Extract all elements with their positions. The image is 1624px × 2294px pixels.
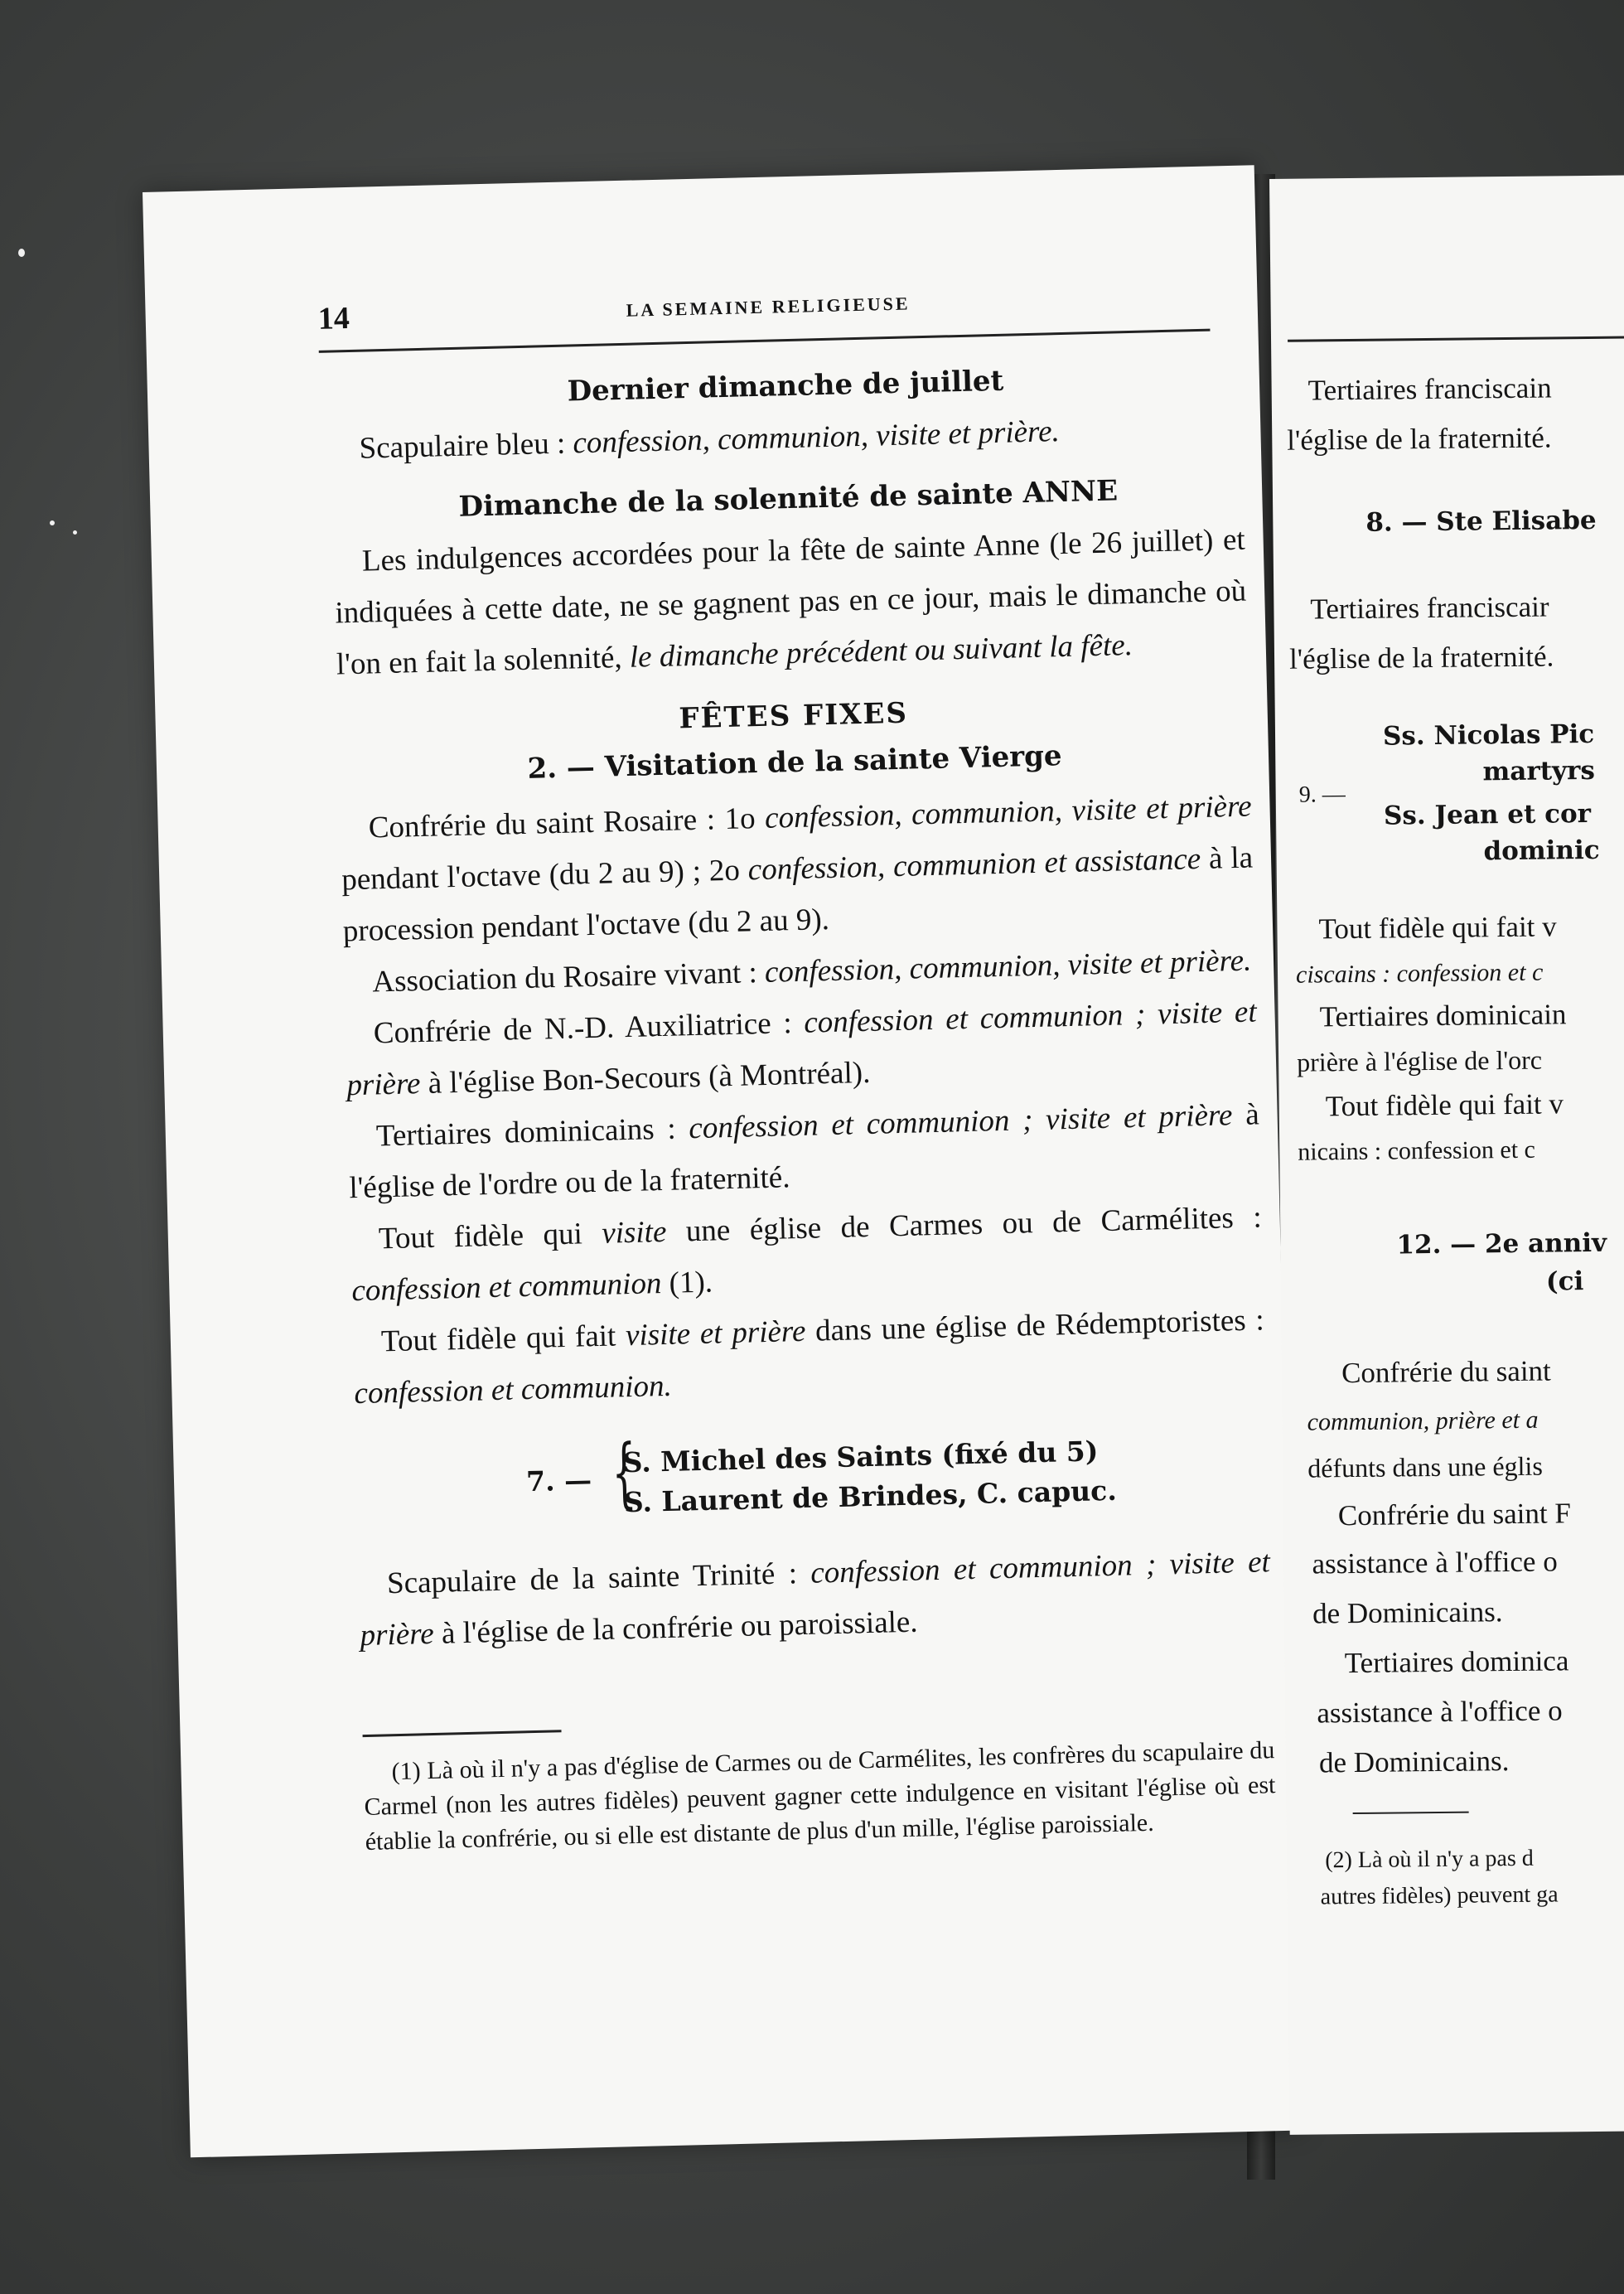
paragraph [331, 402, 1243, 476]
text-run: Les indulgences accordées pour la fête de sainte Anne (le 26 juillet) et indiquées à cette date, ne se gagnent pas en ce jour, mais le dimanche où l'on en fait la solennité, [334, 522, 1247, 682]
footnote-line: (2) Là où il n'y a pas d [1325, 1845, 1534, 1874]
paragraph [340, 782, 1254, 958]
italic-run: confession, communion et assistance [747, 842, 1201, 888]
italic-run: confession, communion, visite et prière [764, 789, 1253, 835]
text-run: à l'église Bon-Secours (à Montréal). [419, 1055, 871, 1101]
section-heading: Dimanche de la solennité de sainte ANNE [458, 474, 1119, 524]
header-rule [1288, 336, 1624, 342]
feast-saint-line: dominic [1483, 835, 1600, 867]
text-run: à l'église de l'ordre ou de la fraternité. [348, 1097, 1260, 1206]
paragraph [333, 515, 1248, 691]
text-run: Scapulaire bleu : [359, 426, 573, 466]
text-line: l'église de la fraternité. [1288, 640, 1554, 675]
feast-saint-line: S. Laurent de Brindes, C. capuc. [623, 1474, 1118, 1519]
feast-saint-line: Ss. Jean et cor [1383, 798, 1592, 831]
italic-run: confession et communion ; visite et prière [346, 995, 1258, 1103]
text-line: Tertiaires dominica [1344, 1644, 1569, 1680]
text-line: de Dominicains. [1318, 1745, 1510, 1779]
text-run: dans une église de Rédemptoristes : [805, 1303, 1265, 1348]
feast-entry-7 [355, 1422, 1269, 1536]
text-run: Confrérie du saint Rosaire : 1o [368, 801, 766, 845]
running-title: LA SEMAINE RELIGIEUSE [626, 293, 911, 321]
text-line: Tertiaires franciscair [1310, 590, 1549, 626]
text-line: Confrérie du saint [1341, 1354, 1552, 1390]
text-run: une église de Carmes ou de Carmélites : [665, 1200, 1263, 1249]
text-line: Tout fidèle qui fait v [1325, 1087, 1564, 1123]
italic-run: confession et communion ; visite et prière [360, 1545, 1271, 1653]
feast-number: 9. — [1298, 782, 1346, 808]
italic-run: confession, communion, visite et prière. [764, 943, 1252, 990]
feast-heading: 8. — Ste Elisabe [1365, 505, 1597, 538]
text-run: Tout fidèle qui fait [380, 1319, 626, 1359]
feast-saint-line: martyrs [1482, 755, 1596, 787]
text-line: défunts dans une églis [1307, 1450, 1543, 1483]
text-run: Association du Rosaire vivant : [371, 955, 766, 999]
text-run: Scapulaire de la sainte Trinité : [386, 1556, 811, 1601]
italic-run: confession, communion, visite et prière. [572, 414, 1061, 461]
text-line: nicains : confession et c [1298, 1135, 1536, 1166]
feast-number: 7. — [525, 1464, 592, 1498]
text-line: Tout fidèle qui fait v [1318, 910, 1557, 946]
text-run: Confrérie de N.-D. Auxiliatrice : [373, 1005, 805, 1051]
italic-run: confession et communion [350, 1266, 662, 1309]
text-line: ciscains : confession et c [1295, 958, 1544, 989]
text-run: pendant l'octave (du 2 au 9) ; 2o [341, 853, 749, 898]
text-line: de Dominicains. [1312, 1595, 1503, 1630]
dust-speck [18, 249, 25, 257]
left-page [143, 165, 1303, 2157]
dust-speck [73, 530, 77, 535]
italic-run: le dimanche précédent ou suivant la fête. [629, 627, 1133, 675]
text-line: assistance à l'office o [1317, 1694, 1563, 1730]
paragraph [352, 1295, 1266, 1420]
text-line: l'église de la fraternité. [1287, 421, 1552, 457]
text-line: Confrérie du saint F [1337, 1497, 1572, 1532]
text-line: prière à l'église de l'orc [1296, 1044, 1543, 1077]
footnote-rule [363, 1730, 562, 1737]
section-heading: Dernier dimanche de juillet [567, 364, 1004, 409]
page-number: 14 [317, 300, 350, 336]
italic-run: confession et communion. [353, 1368, 673, 1411]
footnote: (1) Là où il n'y a pas d'église de Carmes ou de Carmélites, les confrères du scapulaire du Carmel (non les autres fidèles) peuvent gagner cette indulgence en visitant l'église où est établie la confrérie, ou si elle est distante de plus d'un mille, l'église paroissiale. [364, 1736, 1276, 1856]
italic-run: visite et prière [625, 1314, 806, 1353]
italic-run: visite [601, 1214, 667, 1251]
feast-saint-line: Ss. Nicolas Pic [1382, 719, 1595, 752]
feast-saint-line: S. Michel des Saints (fixé du 5) [622, 1435, 1099, 1479]
brace-glyph: { [611, 1427, 638, 1517]
text-run: Tertiaires dominicains : [375, 1111, 689, 1154]
italic-run: confession et communion ; visite et prière [688, 1098, 1233, 1146]
text-line: assistance à l'office o [1312, 1545, 1558, 1580]
footnote-rule [1353, 1812, 1469, 1814]
running-header [317, 273, 1240, 346]
feast-heading: (ci [1545, 1266, 1584, 1297]
footnote-line: autres fidèles) peuvent ga [1320, 1881, 1559, 1910]
text-run: à la procession pendant l'octave (du 2 au 9). [342, 840, 1254, 949]
left-page-content [317, 273, 1277, 1860]
fixed-feasts-heading: FÊTES FIXES [678, 696, 909, 736]
dust-speck [50, 520, 55, 525]
text-run: à l'église de la confrérie ou paroissiale. [433, 1604, 919, 1651]
right-page [1269, 175, 1624, 2135]
paragraph [358, 1537, 1272, 1662]
right-page-content [1269, 175, 1624, 1910]
text-run: (1). [660, 1265, 713, 1301]
text-line: Tertiaires franciscain [1307, 371, 1552, 407]
text-line: Tertiaires dominicain [1319, 998, 1567, 1033]
feast-heading: 2. — Visitation de la sainte Vierge [527, 739, 1063, 786]
feast-heading: 12. — 2e anniv [1396, 1227, 1607, 1261]
text-line: communion, prière et a [1307, 1406, 1539, 1436]
text-run: Tout fidèle qui [378, 1216, 602, 1256]
